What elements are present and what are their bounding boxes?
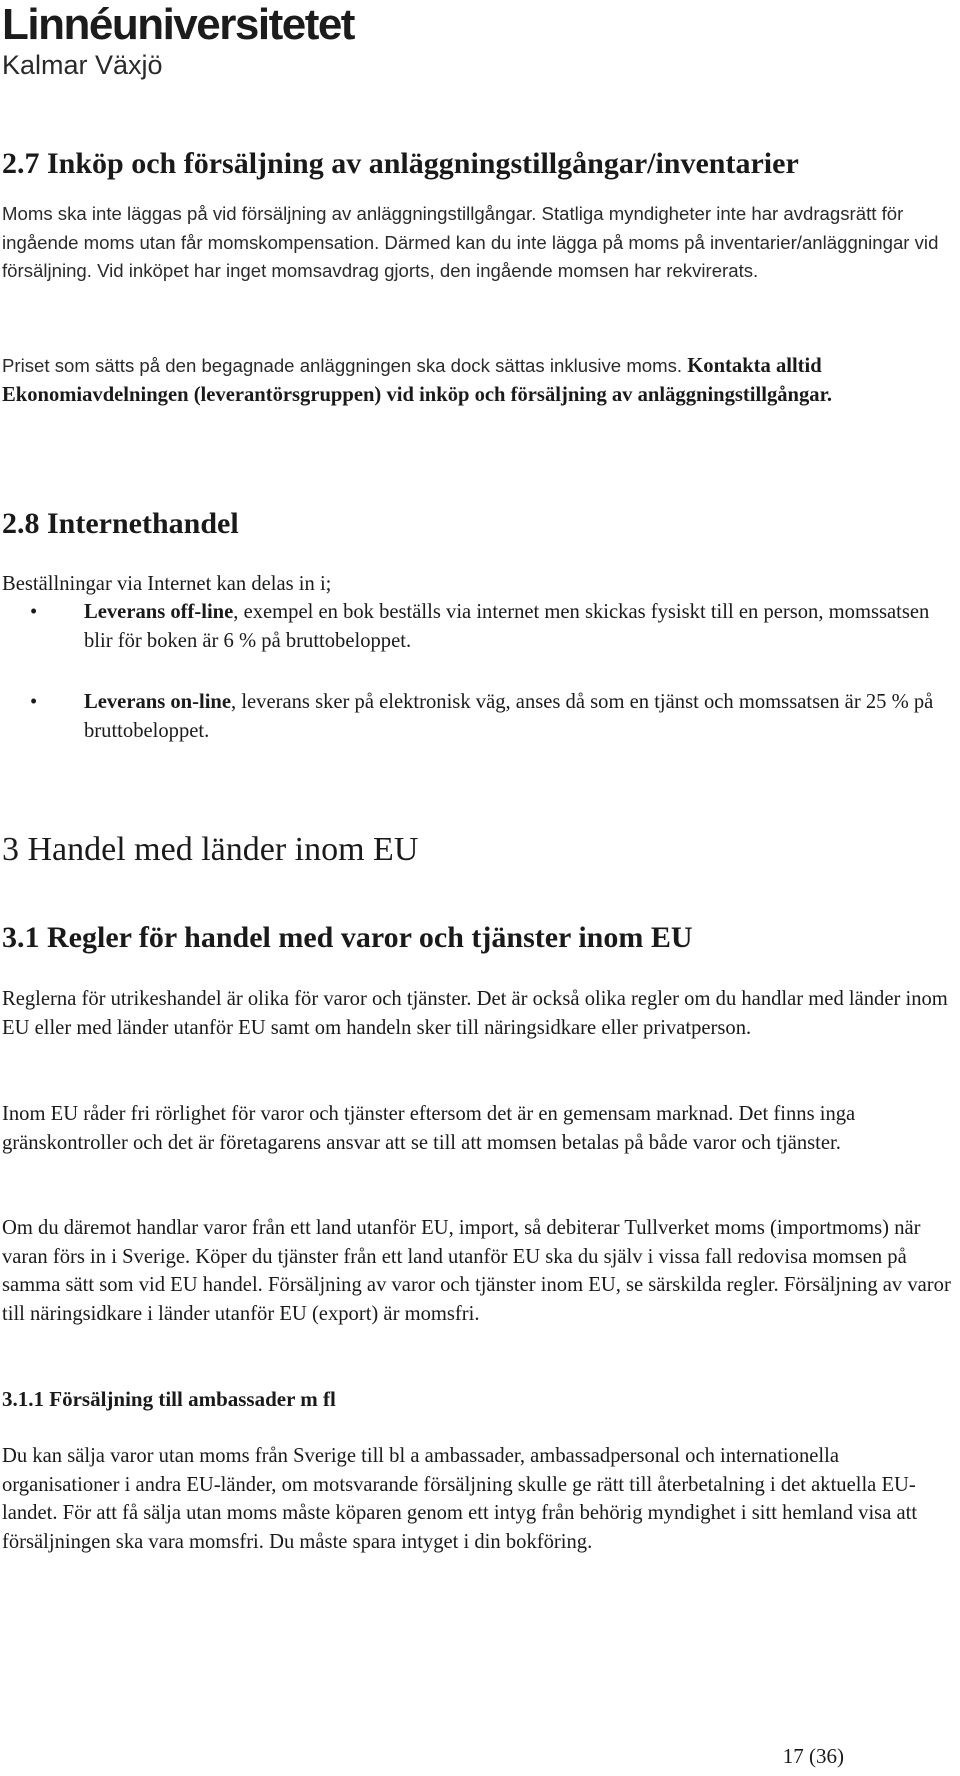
paragraph-2-7-2-bold: Kontakta alltid Ekonomiavdelningen (leverantörsgruppen) vid inköp och försäljning av anläggningstillgångar. — [2, 355, 832, 406]
heading-3-1: 3.1 Regler för handel med varor och tjänster inom EU — [2, 921, 693, 954]
paragraph-2-7-2 — [2, 352, 952, 409]
heading-3: 3 Handel med länder inom EU — [2, 831, 419, 868]
paragraph-3-1-1: Reglerna för utrikeshandel är olika för varor och tjänster. Det är också olika regler om du handlar med länder inom EU eller med länder utanför EU samt om handeln sker till näringsidkare eller privatperson. — [2, 988, 948, 1039]
logo-name: Linnéuniversitetet — [2, 0, 354, 49]
paragraph-2-8-intro: Beställningar via Internet kan delas in i; — [2, 573, 332, 595]
paragraph-3-1-1-1: Du kan sälja varor utan moms från Sverige till bl a ambassader, ambassadpersonal och internationella organisationer i andra EU-länder, om motsvarande försäljning skulle ge rätt till återbetalning i det aktuella EU-landet. För att få sälja utan moms måste köparen genom ett intyg från behörig myndighet i sitt hemland visa att försäljningen ska vara momsfri. Du måste spara intyget i din bokföring. — [2, 1445, 918, 1553]
paragraph-3-1-3: Om du däremot handlar varor från ett land utanför EU, import, så debiterar Tullverket moms (importmoms) när varan förs in i Sverige. Köper du tjänster från ett land utanför EU ska du själv i vissa fall redovisa momsen på samma sätt som vid EU handel. Försäljning av varor och tjänster inom EU, se särskilda regler. Försäljning av varor till näringsidkare i länder utanför EU (export) är momsfri. — [2, 1217, 951, 1325]
heading-2-7: 2.7 Inköp och försäljning av anläggningstillgångar/inventarier — [2, 147, 799, 180]
list-item-text: , exempel en bok beställs via internet men skickas fysiskt till en person, momssatsen blir för boken är 6 % på bruttobeloppet. — [84, 601, 930, 652]
list-item-bold: Leverans on-line — [84, 691, 232, 713]
bullet-icon: • — [30, 691, 38, 713]
logo-subtitle: Kalmar Växjö — [2, 50, 163, 80]
paragraph-2-7-2-normal: Priset som sätts på den begagnade anläggningen ska dock sättas inklusive moms. — [2, 355, 688, 376]
bullet-icon: • — [30, 601, 38, 623]
paragraph-3-1-2: Inom EU råder fri rörlighet för varor och tjänster eftersom det är en gemensam marknad. Det finns inga gränskontroller och det är företagarens ansvar att se till att momsen betalas på både varor och tjänster. — [2, 1103, 856, 1154]
paragraph-2-7-1: Moms ska inte läggas på vid försäljning av anläggningstillgångar. Statliga myndigheter inte har avdragsrätt för ingående moms utan får momskompensation. Därmed kan du inte lägga på moms på inventarier/anläggningar vid försäljning. Vid inköpet har inget momsavdrag gjorts, den ingående momsen har rekvirerats. — [2, 203, 939, 281]
heading-2-8: 2.8 Internethandel — [2, 507, 239, 540]
list-item-text: , leverans sker på elektronisk väg, anses då som en tjänst och momssatsen är 25 % på bruttobeloppet. — [84, 691, 934, 742]
list-item-bold: Leverans off-line — [84, 601, 234, 623]
page-number: 17 (36) — [782, 1744, 844, 1768]
heading-3-1-1: 3.1.1 Försäljning till ambassader m fl — [2, 1387, 336, 1411]
university-logo — [2, 2, 354, 80]
